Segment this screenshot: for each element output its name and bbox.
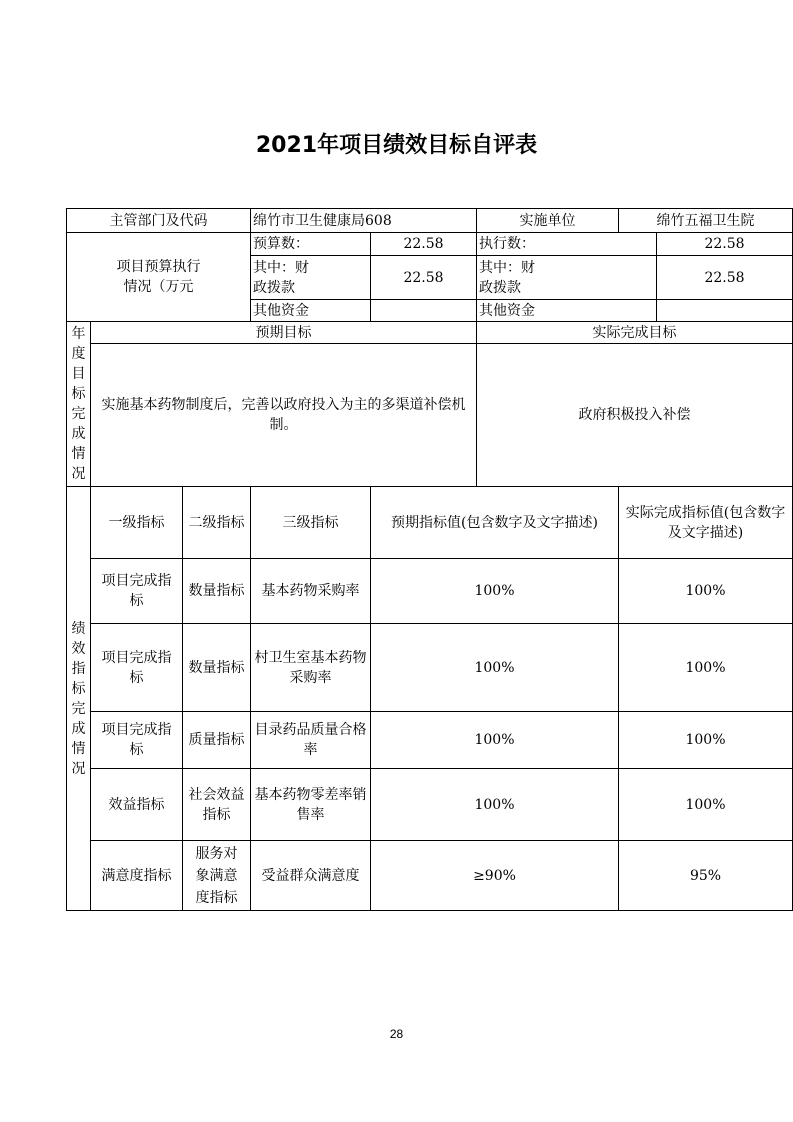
budget-value: 22.58 bbox=[371, 233, 477, 256]
row-level1: 项目完成指标 bbox=[91, 624, 183, 712]
row-level3: 目录药品质量合格率 bbox=[251, 712, 371, 769]
expected-goal-text: 实施基本药物制度后，完善以政府投入为主的多渠道补偿机制。 bbox=[91, 344, 477, 487]
row-level2: 数量指标 bbox=[183, 559, 251, 624]
table-row bbox=[67, 559, 793, 624]
budget-section-label: 项目预算执行情况（万元 bbox=[67, 233, 251, 322]
table-row bbox=[67, 712, 793, 769]
financial-allocation-value: 22.58 bbox=[371, 256, 477, 300]
unit-value: 绵竹五福卫生院 bbox=[619, 209, 793, 233]
dept-value: 绵竹市卫生健康局608 bbox=[251, 209, 477, 233]
unit-label: 实施单位 bbox=[477, 209, 619, 233]
table-row bbox=[67, 769, 793, 841]
page-number: 28 bbox=[389, 1027, 404, 1041]
row-actual: 100% bbox=[619, 769, 793, 841]
col-header-expected: 预期指标值(包含数字及文字描述) bbox=[371, 487, 619, 559]
exec-financial-allocation-value: 22.58 bbox=[657, 256, 793, 300]
row-expected: 100% bbox=[371, 624, 619, 712]
table-row bbox=[67, 624, 793, 712]
exec-label: 执行数： bbox=[477, 233, 657, 256]
actual-goal-header: 实际完成目标 bbox=[477, 322, 793, 344]
row-actual: 100% bbox=[619, 559, 793, 624]
row-level3: 基本药物采购率 bbox=[251, 559, 371, 624]
performance-section-label: 绩效指标完成情况 bbox=[67, 487, 91, 911]
col-header-level3: 三级指标 bbox=[251, 487, 371, 559]
exec-other-funds-label: 其他资金 bbox=[477, 300, 657, 322]
col-header-level2: 二级指标 bbox=[183, 487, 251, 559]
row-level1: 项目完成指标 bbox=[91, 712, 183, 769]
budget-label: 预算数： bbox=[251, 233, 371, 256]
row-actual: 100% bbox=[619, 712, 793, 769]
row-level2: 社会效益指标 bbox=[183, 769, 251, 841]
expected-goal-header: 预期目标 bbox=[91, 322, 477, 344]
row-level2: 质量指标 bbox=[183, 712, 251, 769]
exec-other-funds-value bbox=[657, 300, 793, 322]
row-actual: 100% bbox=[619, 624, 793, 712]
row-level1: 效益指标 bbox=[91, 769, 183, 841]
annual-section-label: 年度目标完成情况 bbox=[67, 322, 91, 487]
col-header-level1: 一级指标 bbox=[91, 487, 183, 559]
col-header-actual: 实际完成指标值(包含数字及文字描述) bbox=[619, 487, 793, 559]
row-expected: 100% bbox=[371, 559, 619, 624]
financial-allocation-label: 其中：财政拨款 bbox=[251, 256, 371, 300]
row-expected: 100% bbox=[371, 769, 619, 841]
row-level1: 项目完成指标 bbox=[91, 559, 183, 624]
page-title: 2021年项目绩效目标自评表 bbox=[255, 133, 538, 158]
table-row bbox=[67, 841, 793, 911]
row-level3: 村卫生室基本药物采购率 bbox=[251, 624, 371, 712]
row-level3: 基本药物零差率销售率 bbox=[251, 769, 371, 841]
row-actual: 95% bbox=[619, 841, 793, 911]
row-level2: 数量指标 bbox=[183, 624, 251, 712]
exec-value: 22.58 bbox=[657, 233, 793, 256]
other-funds-value bbox=[371, 300, 477, 322]
row-level2: 服务对象满意度指标 bbox=[183, 841, 251, 911]
other-funds-label: 其他资金 bbox=[251, 300, 371, 322]
actual-goal-text: 政府积极投入补偿 bbox=[477, 344, 793, 487]
row-level3: 受益群众满意度 bbox=[251, 841, 371, 911]
evaluation-table bbox=[66, 208, 793, 911]
exec-financial-allocation-label: 其中：财政拨款 bbox=[477, 256, 657, 300]
row-expected: ≥90% bbox=[371, 841, 619, 911]
row-expected: 100% bbox=[371, 712, 619, 769]
dept-label: 主管部门及代码 bbox=[67, 209, 251, 233]
row-level1: 满意度指标 bbox=[91, 841, 183, 911]
